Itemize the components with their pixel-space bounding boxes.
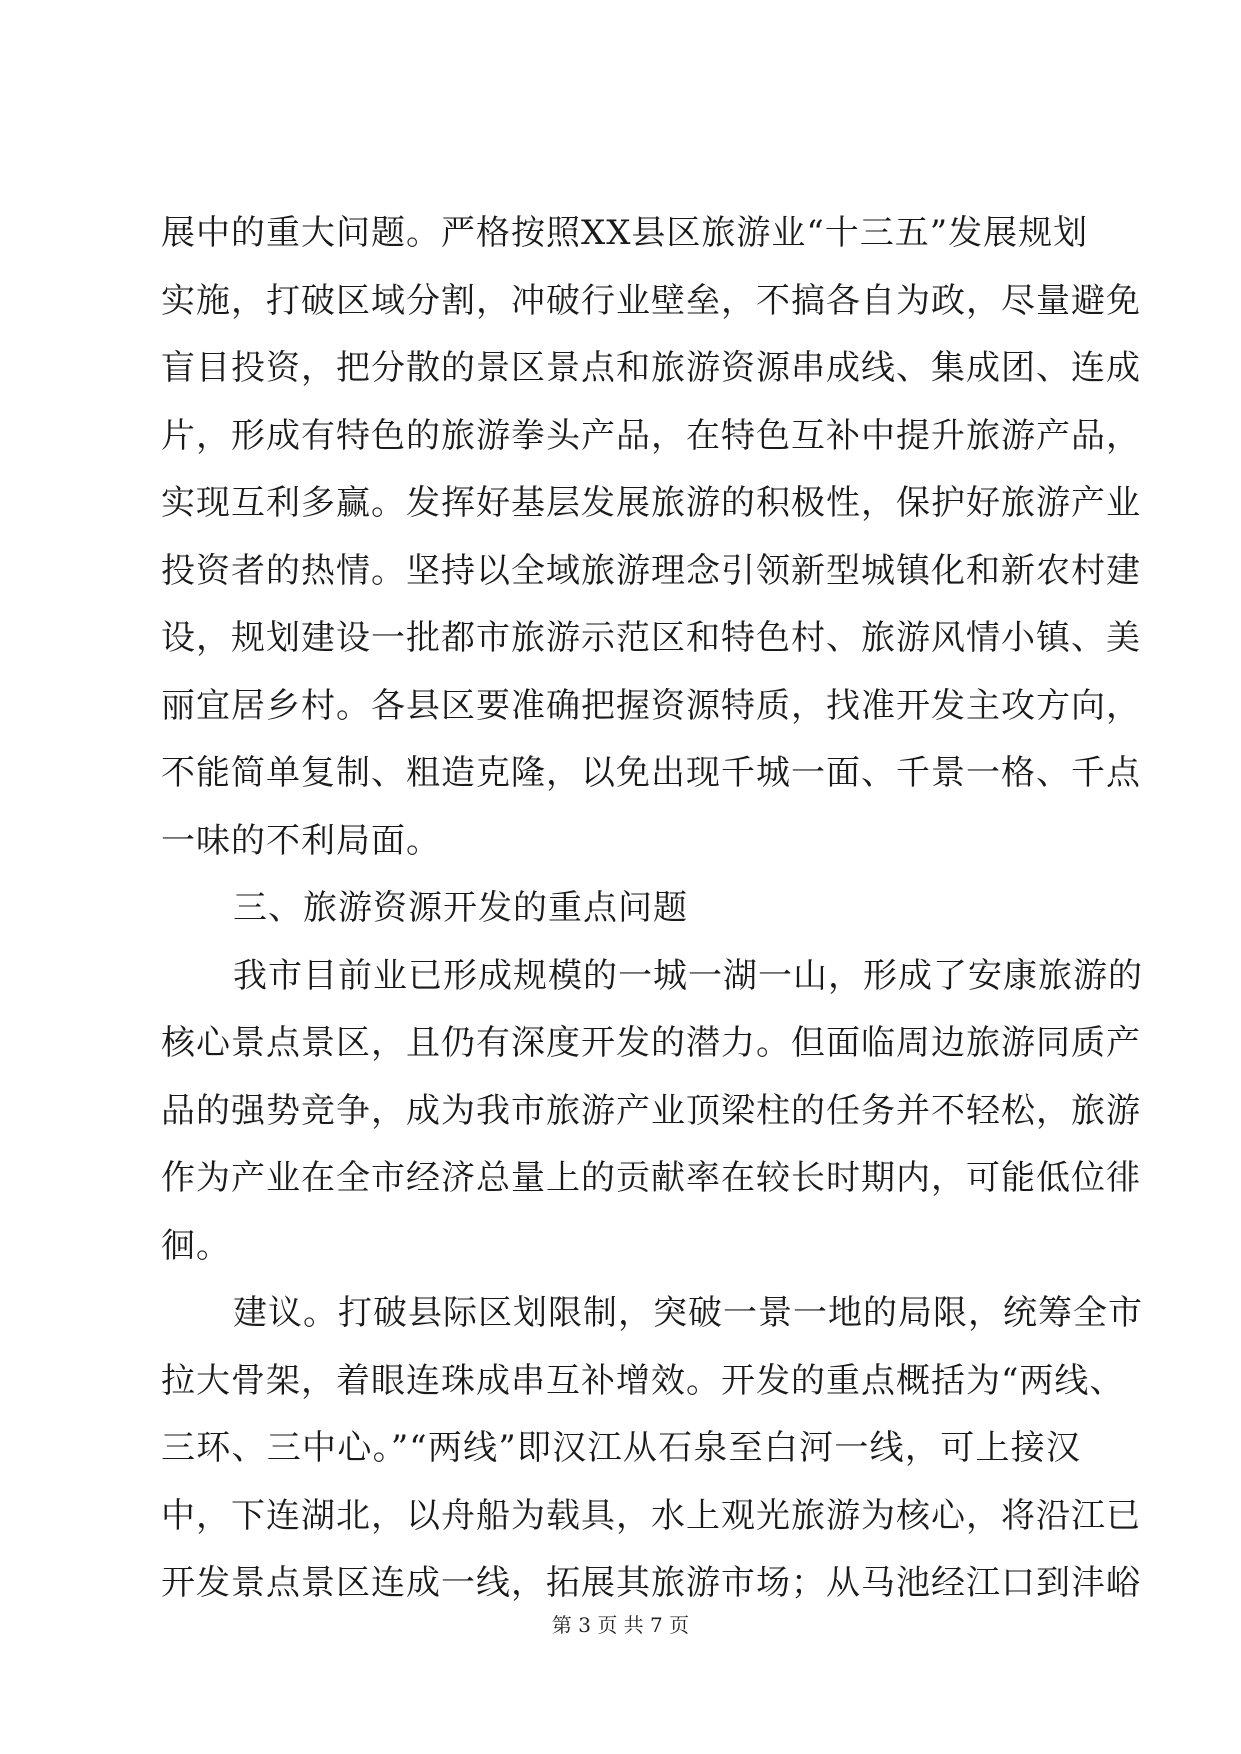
- section-heading: 三、旅游资源开发的重点问题: [233, 888, 688, 928]
- text-line: 盲目投资，把分散的景区景点和旅游资源串成线、集成团、连成: [161, 348, 1141, 388]
- text-line: 投资者的热情。坚持以全域旅游理念引领新型城镇化和新农村建: [161, 550, 1141, 591]
- text-line: 建议。打破县际区划限制，突破一景一地的局限，统筹全市: [233, 1293, 1143, 1333]
- body-text: [161, 200, 1143, 1618]
- text-line: 开发景点景区连成一线，拓展其旅游市场；从马池经江口到沣峪: [161, 1563, 1141, 1603]
- text-line: 片，形成有特色的旅游拳头产品，在特色互补中提升旅游产品，: [161, 415, 1141, 456]
- text-line: 不能简单复制、粗造克隆，以免出现千城一面、千景一格、千点: [161, 753, 1141, 793]
- text-line: 一味的不利局面。: [161, 820, 441, 861]
- text-line: 实现互利多赢。发挥好基层发展旅游的积极性，保护好旅游产业: [161, 483, 1141, 523]
- text-line: 设，规划建设一批都市旅游示范区和特色村、旅游风情小镇、美: [161, 618, 1141, 658]
- text-line: 作为产业在全市经济总量上的贡献率在较长时期内，可能低位徘: [161, 1158, 1141, 1198]
- text-line: 展中的重大问题。严格按照XX县区旅游业“十三五”发展规划: [161, 213, 1089, 253]
- text-line: 实施，打破区域分割，冲破行业壁垒，不搞各自为政，尽量避免: [161, 280, 1141, 321]
- text-line: 三环、三中心。”“两线”即汉江从石泉至白河一线，可上接汉: [161, 1428, 1081, 1468]
- text-line: 核心景点景区，且仍有深度开发的潜力。但面临周边旅游同质产: [161, 1023, 1141, 1063]
- text-line: 徊。: [161, 1225, 231, 1266]
- text-line: 拉大骨架，着眼连珠成串互补增效。开发的重点概括为“两线、: [161, 1360, 1125, 1401]
- text-line: 丽宜居乡村。各县区要准确把握资源特质，找准开发主攻方向，: [161, 685, 1141, 726]
- text-line: 中，下连湖北，以舟船为载具，水上观光旅游为核心，将沿江已: [161, 1495, 1141, 1536]
- page-number-footer: 第 3 页 共 7 页: [551, 1613, 690, 1637]
- text-line: 品的强势竞争，成为我市旅游产业顶梁柱的任务并不轻松，旅游: [161, 1090, 1141, 1131]
- text-line: 我市目前业已形成规模的一城一湖一山，形成了安康旅游的: [233, 955, 1143, 996]
